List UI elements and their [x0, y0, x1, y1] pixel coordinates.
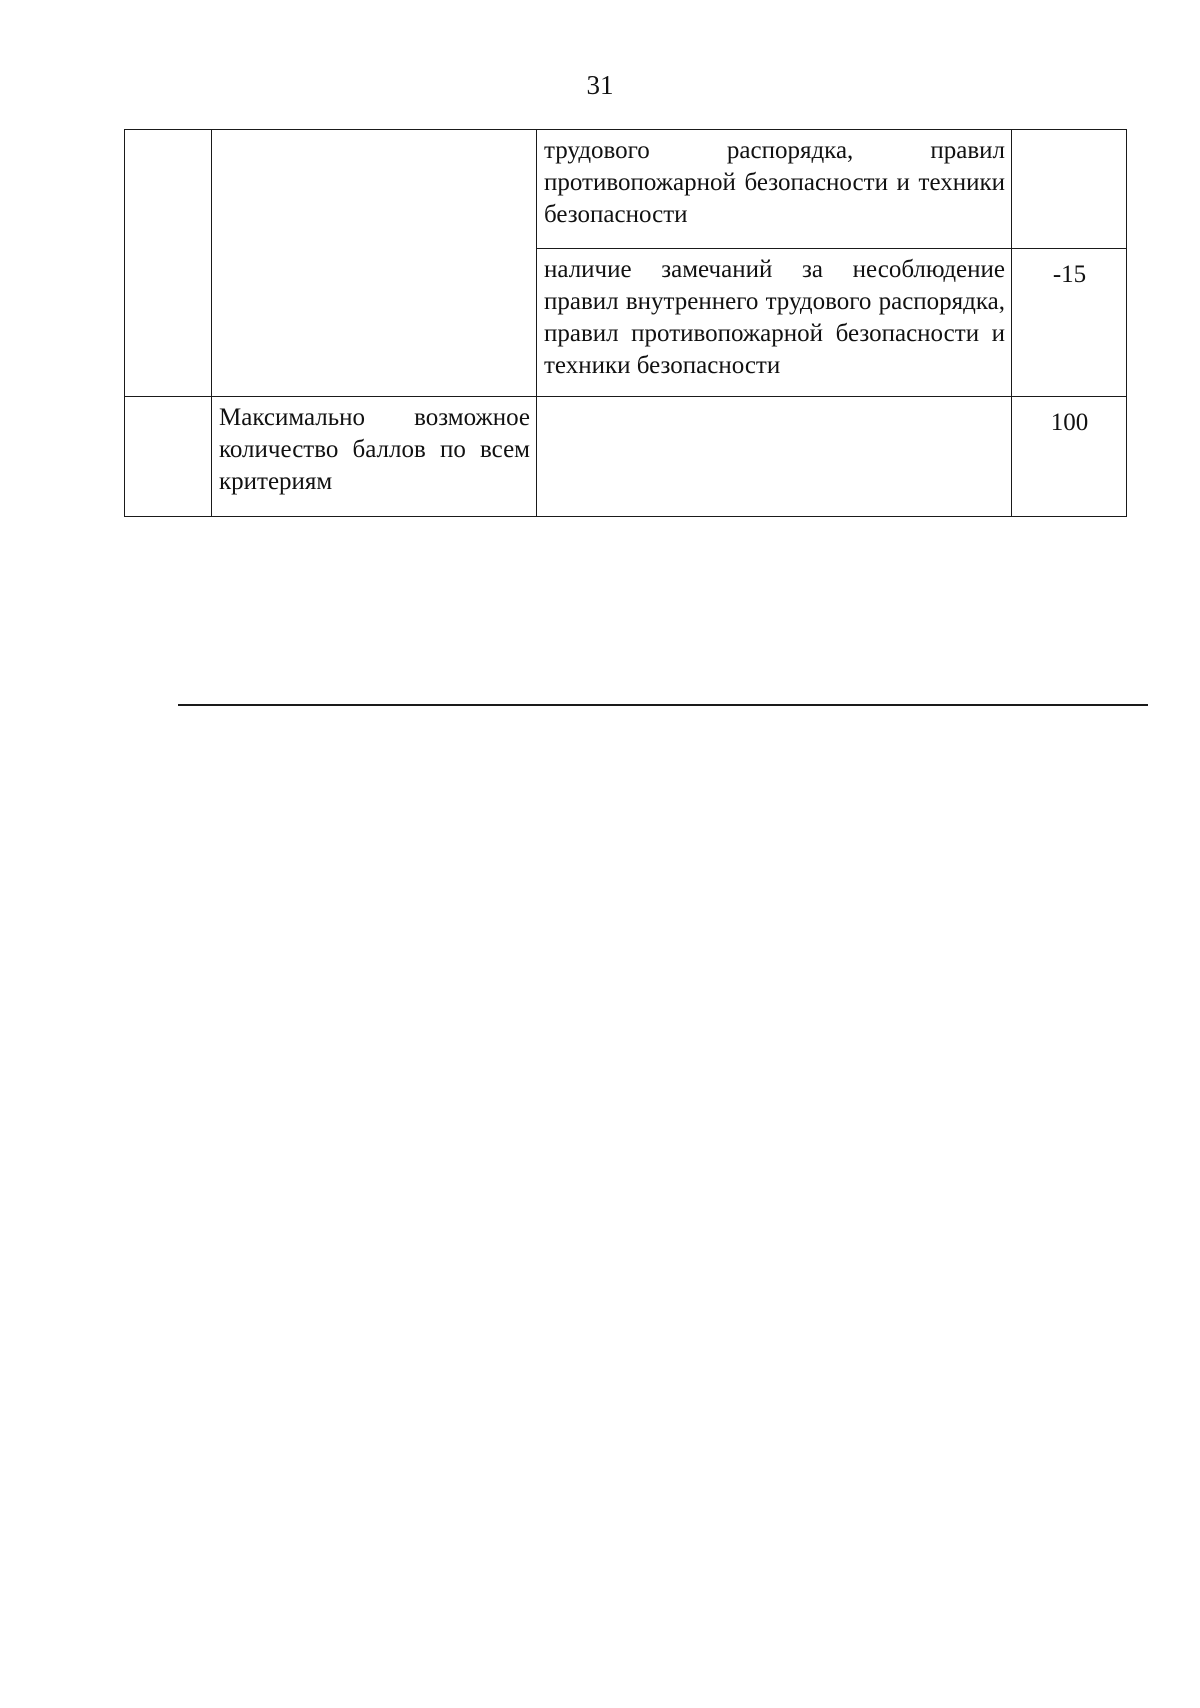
criteria-table: [124, 129, 1127, 517]
total-label-cell: Максимально возможное количество баллов по всем критериям: [212, 397, 537, 517]
table-row: [125, 397, 1127, 517]
criterion-name-cell: [212, 130, 537, 397]
row-number-cell: [125, 130, 212, 397]
score-cell: [1012, 130, 1127, 249]
indicator-description-cell: [537, 397, 1012, 517]
table-row: [125, 130, 1127, 249]
indicator-description-cell: трудового распорядка, правил противопожарной безопасности и техники безопасности: [537, 130, 1012, 249]
indicator-description-cell: наличие замечаний за несоблюдение правил внутреннего трудового распорядка, правил противопожарной безопасности и техники безопасности: [537, 249, 1012, 397]
total-score-cell: 100: [1012, 397, 1127, 517]
score-cell: -15: [1012, 249, 1127, 397]
row-number-cell: [125, 397, 212, 517]
end-of-document-rule: [178, 704, 1148, 706]
page-number: 31: [586, 70, 614, 100]
